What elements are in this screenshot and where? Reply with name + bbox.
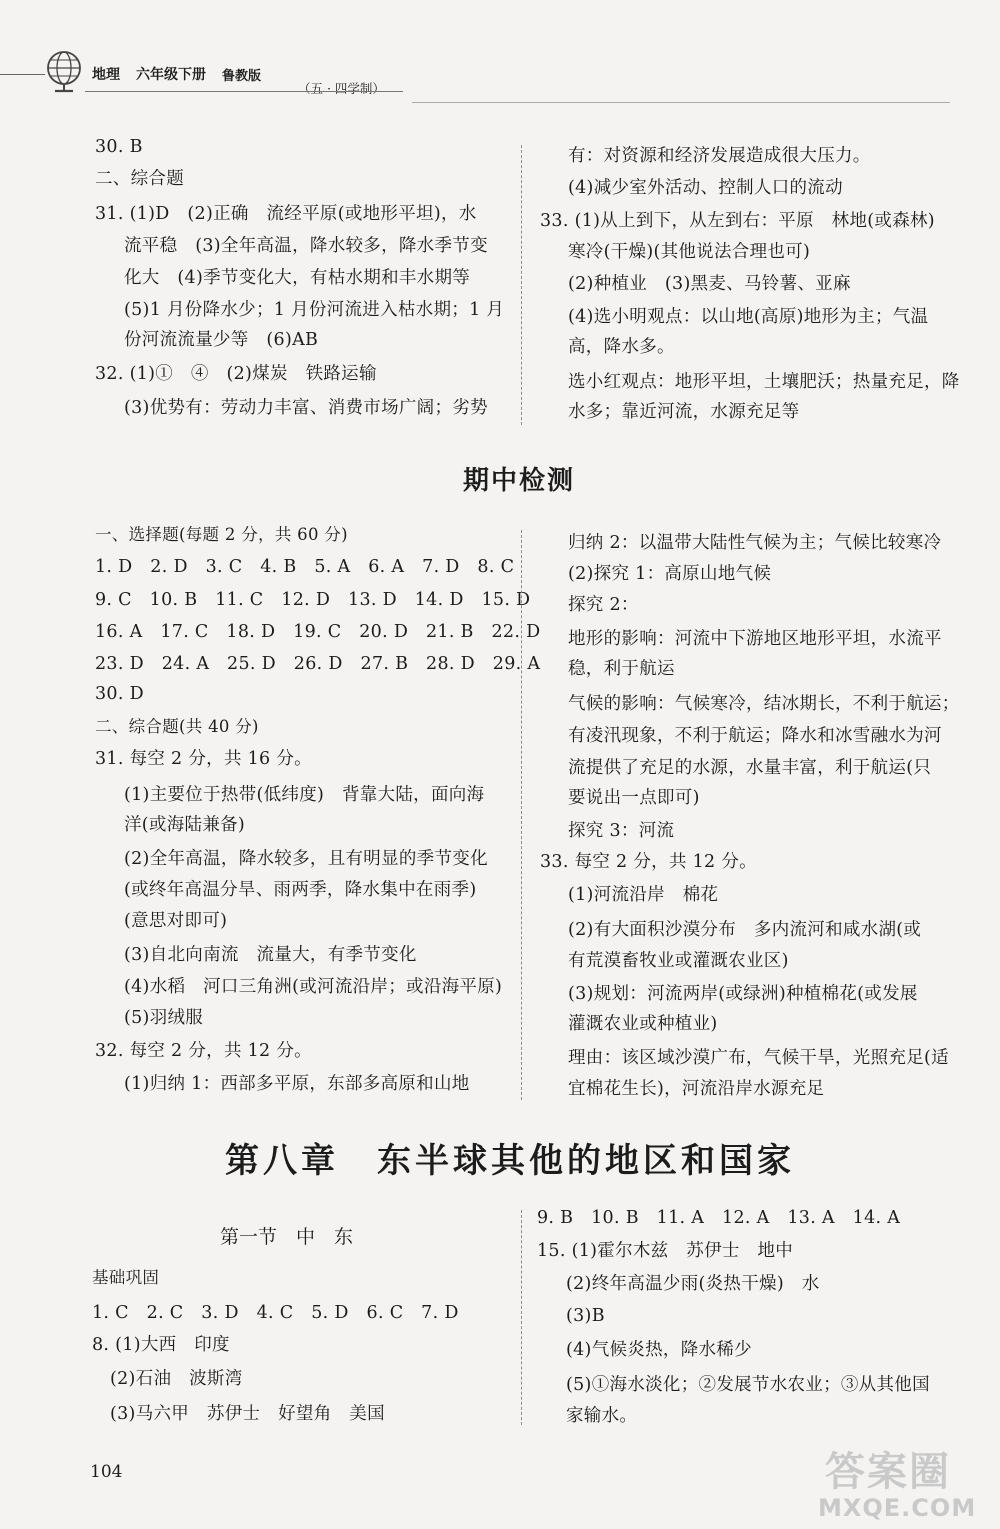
- answer-line: (2)终年高温少雨(炎热干燥) 水: [566, 1274, 820, 1294]
- header-subject: 地理: [92, 67, 120, 83]
- answer-line: 1. C 2. C 3. D 4. C 5. D 6. C 7. D: [92, 1303, 459, 1323]
- section-title: 第一节 中 东: [220, 1226, 354, 1248]
- answer-line: (2)探究 1：高原山地气候: [568, 564, 772, 584]
- answer-line: (2)全年高温，降水较多，且有明显的季节变化: [124, 849, 488, 869]
- answer-line: 31. 每空 2 分，共 16 分。: [95, 749, 312, 769]
- answer-line: 30. B: [95, 137, 143, 157]
- answer-line: (4)气候炎热，降水稀少: [566, 1340, 752, 1360]
- answer-line: 高，降水多。: [568, 337, 675, 357]
- answer-line: 流提供了充足的水源，水量丰富，利于航运(只: [568, 758, 932, 778]
- answer-line: 水多；靠近河流，水源充足等: [568, 402, 800, 422]
- answer-line: (3)规划：河流两岸(或绿洲)种植棉花(或发展: [568, 984, 918, 1004]
- answer-line: 30. D: [95, 684, 144, 704]
- header-edition: 鲁教版: [222, 69, 262, 84]
- answer-line: (1)河流沿岸 棉花: [568, 885, 719, 905]
- answer-line: (3)B: [566, 1306, 605, 1326]
- answer-line: 宜棉花生长)，河流沿岸水源充足: [568, 1079, 825, 1099]
- header-rule-right: [412, 102, 950, 103]
- header-rule: [85, 91, 403, 92]
- answer-line: 二、综合题: [95, 169, 184, 189]
- answer-line: 洋(或海陆兼备): [124, 815, 246, 835]
- answer-line: 要说出一点即可): [568, 788, 700, 808]
- answer-line: 有荒漠畜牧业或灌溉农业区): [568, 951, 789, 971]
- answer-line: 份河流流量少等 (6)AB: [124, 330, 319, 350]
- answer-line: 23. D 24. A 25. D 26. D 27. B 28. D 29. A: [95, 654, 541, 674]
- answer-line: 归纳 2：以温带大陆性气候为主；气候比较寒冷: [568, 533, 942, 553]
- answer-line: 家输水。: [566, 1406, 638, 1426]
- answer-line: 16. A 17. C 18. D 19. C 20. D 21. B 22. D: [95, 622, 541, 642]
- answer-line: 9. B 10. B 11. A 12. A 13. A 14. A: [537, 1208, 901, 1228]
- answer-line: 基础巩固: [92, 1268, 160, 1287]
- page-number: 104: [90, 1462, 123, 1482]
- answer-line: 探究 2：: [568, 595, 639, 615]
- answer-line: 31. (1)D (2)正确 流经平原(或地形平坦)，水: [95, 204, 477, 224]
- answer-line: 有凌汛现象，不利于航运；降水和冰雪融水为河: [568, 726, 942, 746]
- header-system: （五 · 四学制）: [298, 81, 385, 96]
- watermark-url: MXQE.COM: [818, 1494, 977, 1522]
- midterm-title: 期中检测: [463, 466, 576, 496]
- answer-line: 选小红观点：地形平坦，土壤肥沃；热量充足，降: [568, 372, 960, 392]
- answer-line: 理由：该区域沙漠广布，气候干旱，光照充足(适: [568, 1048, 949, 1068]
- answer-line: 9. C 10. B 11. C 12. D 13. D 14. D 15. D: [95, 590, 531, 610]
- answer-line: 有：对资源和经济发展造成很大压力。: [568, 146, 871, 166]
- answer-line: 1. D 2. D 3. C 4. B 5. A 6. A 7. D 8. C: [95, 557, 515, 577]
- answer-line: 32. 每空 2 分，共 12 分。: [95, 1041, 312, 1061]
- answer-line: 气候的影响：气候寒冷，结冰期长，不利于航运；: [568, 694, 960, 714]
- answer-line: (3)马六甲 苏伊士 好望角 美国: [110, 1404, 385, 1424]
- column-divider: [521, 530, 522, 1100]
- answer-line: 33. (1)从上到下，从左到右：平原 林地(或森林): [540, 211, 935, 231]
- answer-line: (1)主要位于热带(低纬度) 背靠大陆，面向海: [124, 785, 485, 805]
- answer-line: (4)水稻 河口三角洲(或河流沿岸；或沿海平原): [124, 977, 503, 997]
- answer-line: 33. 每空 2 分，共 12 分。: [540, 852, 757, 872]
- answer-line: (1)归纳 1：西部多平原，东部多高原和山地: [124, 1074, 470, 1094]
- answer-line: (5)羽绒服: [124, 1008, 204, 1028]
- answer-line: 探究 3：河流: [568, 821, 675, 841]
- answer-line: (4)选小明观点：以山地(高原)地形为主；气温: [568, 307, 929, 327]
- answer-line: 15. (1)霍尔木兹 苏伊士 地中: [537, 1241, 794, 1261]
- answer-line: 地形的影响：河流中下游地区地形平坦，水流平: [568, 629, 942, 649]
- globe-icon: [44, 48, 84, 96]
- header-left-rule: [0, 74, 45, 75]
- answer-line: (5)1 月份降水少；1 月份河流进入枯水期；1 月: [124, 300, 505, 320]
- column-divider: [521, 1210, 522, 1425]
- answer-line: 二、综合题(共 40 分): [95, 717, 259, 736]
- answer-line: 8. (1)大西 印度: [92, 1335, 230, 1355]
- answer-line: 32. (1)① ④ (2)煤炭 铁路运输: [95, 364, 377, 384]
- answer-line: 灌溉农业或种植业): [568, 1014, 718, 1034]
- answer-line: (2)有大面积沙漠分布 多内流河和咸水湖(或: [568, 920, 922, 940]
- answer-line: 流平稳 (3)全年高温，降水较多，降水季节变: [124, 236, 488, 256]
- answer-line: 一、选择题(每题 2 分，共 60 分): [95, 525, 348, 544]
- answer-line: 寒冷(干燥)(其他说法合理也可): [568, 242, 811, 262]
- answer-line: 化大 (4)季节变化大，有枯水期和丰水期等: [124, 268, 471, 288]
- answer-line: 稳，利于航运: [568, 659, 675, 679]
- answer-line: (3)优势有：劳动力丰富、消费市场广阔；劣势: [124, 398, 488, 418]
- answer-line: (2)种植业 (3)黑麦、马铃薯、亚麻: [568, 274, 851, 294]
- answer-line: (4)减少室外活动、控制人口的流动: [568, 178, 843, 198]
- answer-line: (或终年高温分旱、雨两季，降水集中在雨季): [124, 880, 477, 900]
- column-divider: [521, 145, 522, 425]
- answer-line: (2)石油 波斯湾: [110, 1369, 243, 1389]
- chapter-title: 第八章 东半球其他的地区和国家: [225, 1141, 795, 1181]
- header-grade: 六年级下册: [136, 67, 206, 83]
- answer-line: (5)①海水淡化；②发展节水农业；③从其他国: [566, 1375, 930, 1395]
- answer-line: (意思对即可): [124, 911, 228, 931]
- answer-line: (3)自北向南流 流量大，有季节变化: [124, 945, 417, 965]
- watermark-logo-text: 答案圈: [825, 1449, 951, 1495]
